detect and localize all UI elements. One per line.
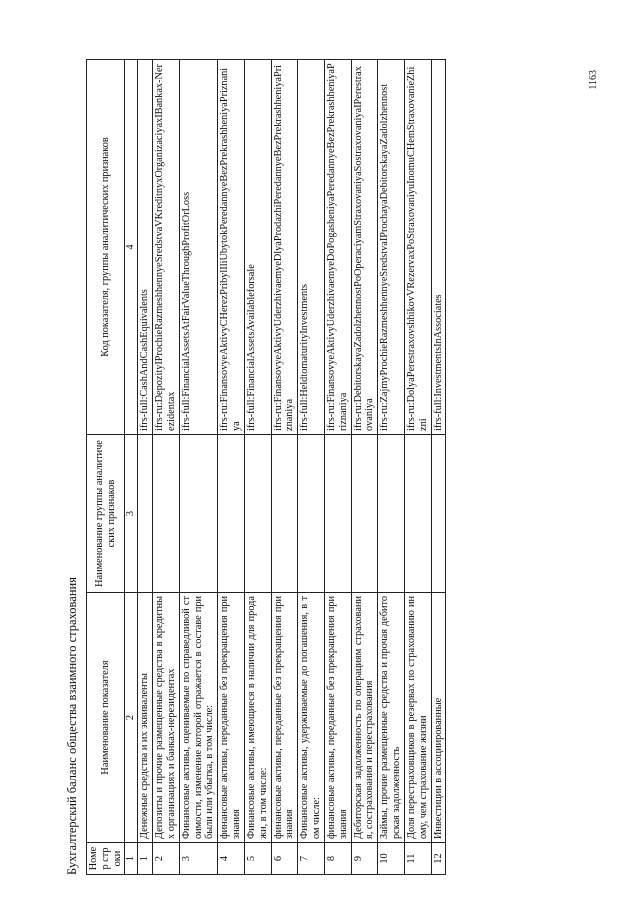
row-number-cell: 12	[431, 843, 446, 875]
table-row	[271, 60, 298, 875]
indicator-name-cell: Займы, прочие размещенные средства и прочая дебиторская задолженность	[378, 593, 405, 843]
document-title: Бухгалтерский баланс общества взаимного страхования	[65, 577, 79, 875]
row-number-cell: 10	[378, 843, 405, 875]
page-number: 1163	[588, 70, 599, 90]
indicator-name-cell: Инвестиции в ассоциированные	[431, 593, 446, 843]
table-row	[138, 60, 153, 875]
indicator-name-cell: Финансовые активы, имеющиеся в наличии для продажи, в том числе:	[244, 593, 271, 843]
indicator-name-cell: Финансовые активы, оцениваемые по справедливой стоимости, изменение которой отражается в составе прибыли или убытка, в том числе:	[179, 593, 217, 843]
row-number-cell: 2	[153, 843, 180, 875]
header-indicator-name: Наименование показателя	[87, 593, 125, 843]
indicator-code-cell: ifrs-ru:FinansovyeAktivyUderzhivaemyeDoPogasheniyaPeredannyeBezPrekrashheniyaPriznaniya	[324, 60, 351, 435]
group-name-cell	[404, 435, 431, 593]
table-row	[431, 60, 446, 875]
group-name-cell	[298, 435, 325, 593]
table-row	[298, 60, 325, 875]
table-row	[351, 60, 378, 875]
row-number-cell: 3	[179, 843, 217, 875]
header-group-name: Наименование группы аналитических признаков	[87, 435, 125, 593]
row-number-cell: 9	[351, 843, 378, 875]
indicator-name-cell: Денежные средства и их эквиваленты	[138, 593, 153, 843]
table-header-row	[87, 60, 125, 875]
indicator-code-cell: ifrs-full:HeldtomaturityInvestments	[298, 60, 325, 435]
indicator-code-cell: ifrs-ru:FinansovyeAktivyUderzhivaemyeDlyaProdazhiPeredannyeBezPrekrashheniyaPriznaniya	[271, 60, 298, 435]
row-number-cell: 5	[244, 843, 271, 875]
balance-table	[86, 59, 446, 875]
group-name-cell	[431, 435, 446, 593]
indicator-code-cell: ifrs-full:CashAndCashEquivalents	[138, 60, 153, 435]
indicator-code-cell: ifrs-ru:ZajmyProchieRazmeshhennyeSredstvaIProchayaDebitorskayaZadolzhennost	[378, 60, 405, 435]
table-row	[378, 60, 405, 875]
indicator-name-cell: Дебиторская задолженность по операциям страхования, сострахования и перестрахования	[351, 593, 378, 843]
column-index: 3	[125, 435, 138, 593]
indicator-code-cell: ifrs-ru:DepozityIProchieRazmeshhennyeSredstvaVKreditnyxOrganizaciyaxIBankax-Nerezidentax	[153, 60, 180, 435]
column-index: 4	[125, 60, 138, 435]
indicator-name-cell: финансовые активы, переданные без прекращения признания	[324, 593, 351, 843]
table-row	[244, 60, 271, 875]
indicator-name-cell: Финансовые активы, удерживаемые до погашения, в том числе:	[298, 593, 325, 843]
indicator-code-cell: ifrs-full:FinancialAssetsAtFairValueThroughProfitOrLoss	[179, 60, 217, 435]
group-name-cell	[218, 435, 245, 593]
group-name-cell	[324, 435, 351, 593]
group-name-cell	[271, 435, 298, 593]
indicator-code-cell: ifrs-ru:FinansovyeAktivyCHerezPribylIliUbytokPeredannyeBezPrekrashheniyaPriznaniya	[218, 60, 245, 435]
column-index: 2	[125, 593, 138, 843]
indicator-name-cell: Доля перестраховщиков в резервах по страхованию иному, чем страхование жизни	[404, 593, 431, 843]
indicator-name-cell: финансовые активы, переданные без прекращения признания	[218, 593, 245, 843]
header-row-number: Номер строки	[87, 843, 125, 875]
row-number-cell: 6	[271, 843, 298, 875]
table-row	[179, 60, 217, 875]
indicator-code-cell: ifrs-ru:DebitorskayaZadolzhennostPoOperaciyamStraxovaniyaSostraxovaniyaIPerestraxovaniya	[351, 60, 378, 435]
table-row	[404, 60, 431, 875]
table-row	[324, 60, 351, 875]
group-name-cell	[179, 435, 217, 593]
header-indicator-code: Код показателя, группы аналитических признаков	[87, 60, 125, 435]
document-sheet	[60, 60, 565, 875]
column-index-row	[125, 60, 138, 875]
row-number-cell: 1	[138, 843, 153, 875]
group-name-cell	[378, 435, 405, 593]
row-number-cell: 4	[218, 843, 245, 875]
row-number-cell: 7	[298, 843, 325, 875]
table-row	[153, 60, 180, 875]
indicator-code-cell: ifrs-full:FinancialAssetsAvailableforsale	[244, 60, 271, 435]
column-index: 1	[125, 843, 138, 875]
indicator-code-cell: ifrs-full:InvestmentsInAssociates	[431, 60, 446, 435]
row-number-cell: 8	[324, 843, 351, 875]
group-name-cell	[244, 435, 271, 593]
group-name-cell	[153, 435, 180, 593]
indicator-code-cell: ifrs-ru:DolyaPerestraxovshhikovVRezervaxPoStraxovaniyuInomuCHemStraxovanieZhizni	[404, 60, 431, 435]
group-name-cell	[138, 435, 153, 593]
indicator-name-cell: финансовые активы, переданные без прекращения признания	[271, 593, 298, 843]
group-name-cell	[351, 435, 378, 593]
indicator-name-cell: Депозиты и прочие размещенные средства в кредитных организациях и банках-нерезидентах	[153, 593, 180, 843]
row-number-cell: 11	[404, 843, 431, 875]
table-row	[218, 60, 245, 875]
